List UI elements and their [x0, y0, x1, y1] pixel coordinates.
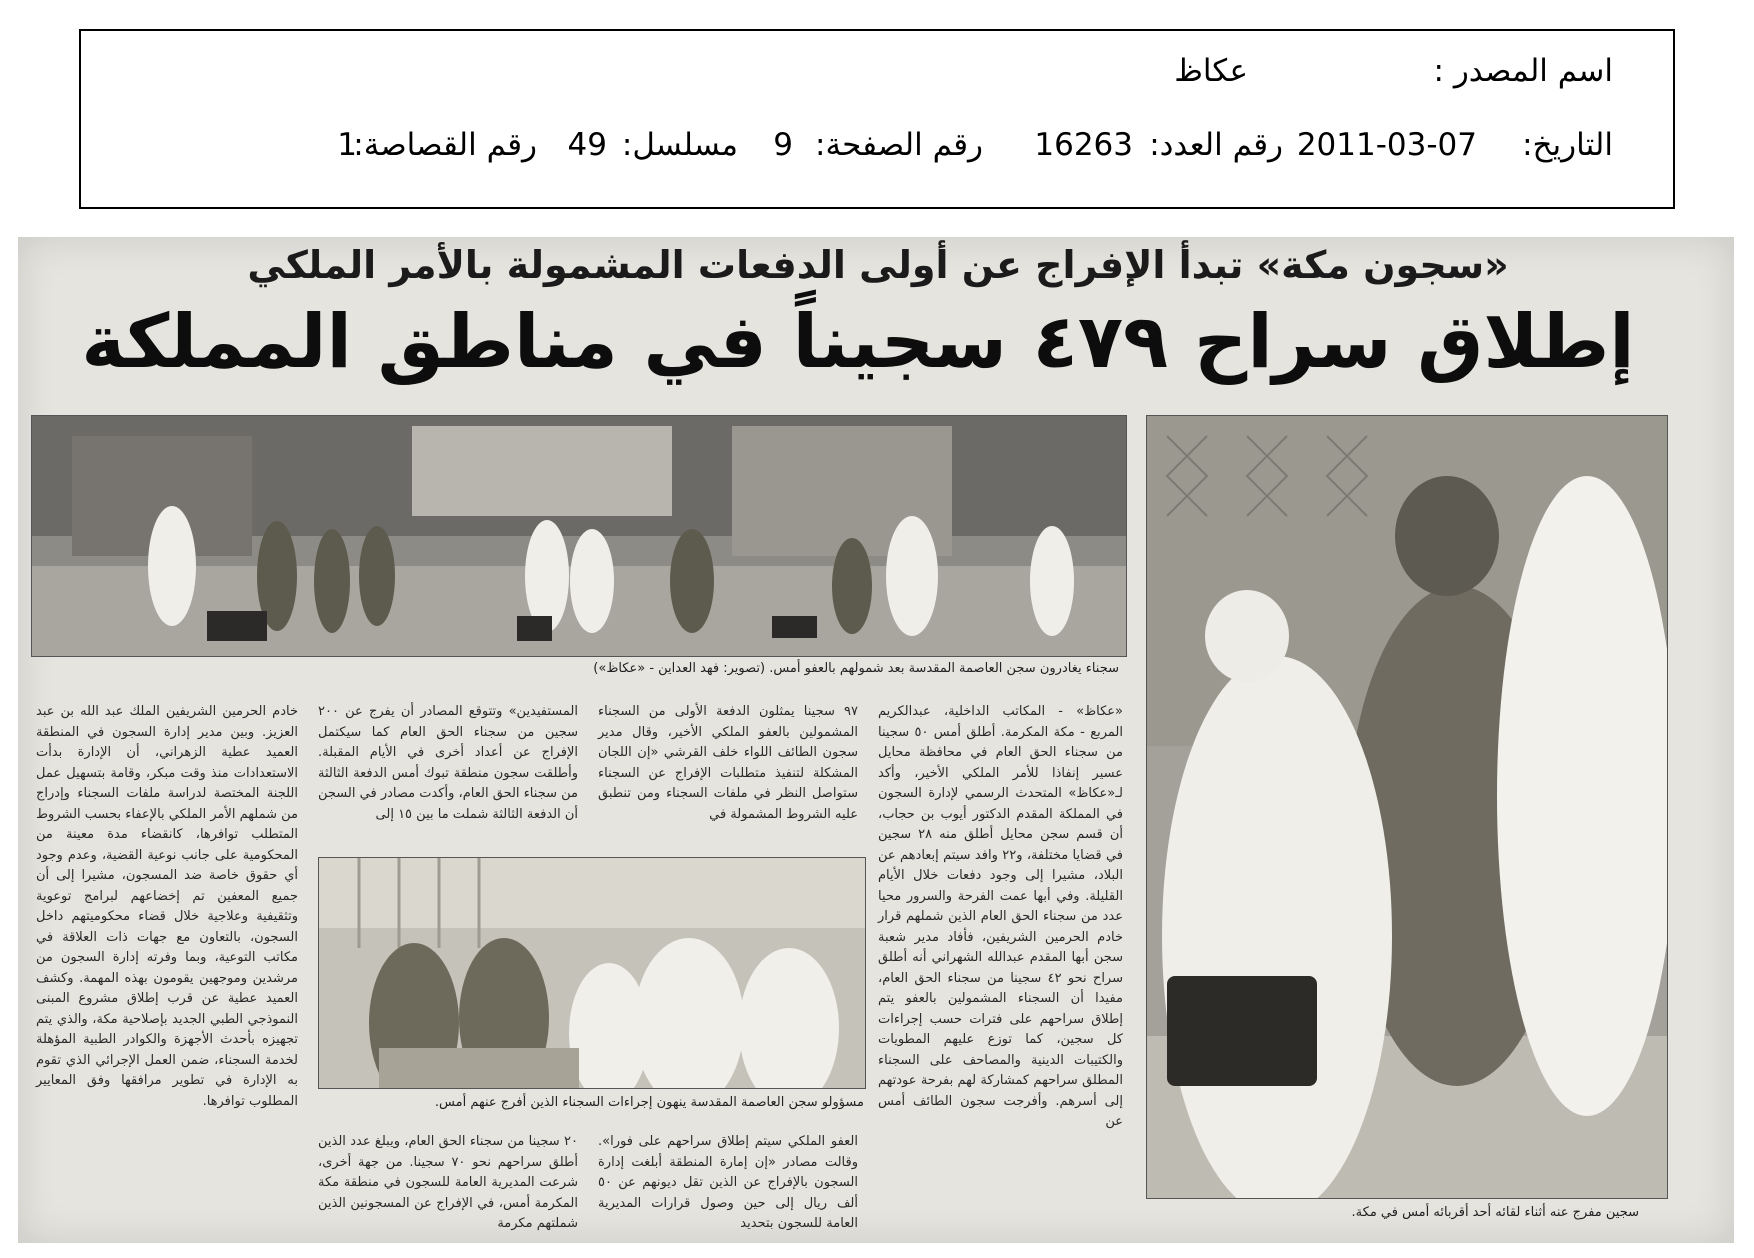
date-value: 2011-03-07 [1296, 127, 1477, 163]
article-headline: إطلاق سراح ٤٧٩ سجيناً في مناطق المملكة [81, 299, 1635, 385]
article-column-3-bottom: ٢٠ سجينا من سجناء الحق العام، ويبلغ عدد الذين أطلق سراحهم نحو ٧٠ سجينا. من جهة أخرى، شرعت المديرية العامة للسجون في منطقة مكة المكرمة أمس، في الإفراج عن المسجونين الذين شملتهم مكرمة [318, 1134, 578, 1231]
article-kicker: «سجون مكة» تبدأ الإفراج عن أولى الدفعات المشمولة بالأمر الملكي [247, 243, 1509, 287]
article-column-2-top: ٩٧ سجينا يمثلون الدفعة الأولى من السجناء المشمولين بالعفو الملكي الأخير، وقال مدير سجون الطائف اللواء خلف القرشي «إن اللجان المشكلة لتنفيذ متطلبات الإفراج عن السجناء ستواصل النظر في ملفات السجناء ومن تنطبق عليه الشروط المشمولة في [598, 704, 858, 822]
issue-value: 16263 [1034, 127, 1133, 163]
right-photo [1146, 415, 1668, 1199]
middle-photo-caption: مسؤولو سجن العاصمة المقدسة ينهون إجراءات السجناء الذين أفرج عنهم أمس. [434, 1095, 864, 1110]
serial-value: 49 [567, 127, 607, 163]
article-column-1: «عكاظ» - المكاتب الداخلية، عبدالكريم المربع - مكة المكرمة. أطلق أمس ٥٠ سجينا من سجناء الحق العام في محافظة محايل عسير إنفاذا للأمر الملكي الأخير، وأكد لـ«عكاظ» المتحدث الرسمي لإدارة السجون في المملكة المقدم الدكتور أيوب بن حجاب، أن قسم سجن محايل أطلق منه ٢٨ سجين في قضايا مختلفة، و٢٢ وافد سيتم إبعادهم عن البلاد، مشيرا إلى وجود دفعات خلال الأيام القليلة. وفي أبها عمت الفرحة والسرور محيا عدد من سجناء الحق العام الذين شملهم قرار خادم الحرمين الشريفين، فأفاد مدير شعبة سجن أبها المقدم عبدالله الشهراني أنه أطلق سراح نحو ٤٢ سجينا من سجناء الحق العام، مفيدا أن السجناء المشمولين بالعفو يتم إطلاق سراحهم على فترات حسب إجراءات كل سجين، كما توزع عليهم المطويات والكتيبات الدينية والمصاحف على السجناء المطلق سراحهم كمشاركة لهم بفرحة عودتهم إلى أسرهم. وأفرجت سجون الطائف أمس عن [878, 704, 1124, 1129]
top-photo-caption: سجناء يغادرون سجن العاصمة المقدسة بعد شمولهم بالعفو أمس. (تصوير: فهد العداين - «عكاظ») [593, 661, 1119, 676]
right-photo-caption: سجين مفرج عنه أثناء لقائه أحد أقربائه أمس في مكة. [1351, 1205, 1639, 1220]
top-photo [31, 415, 1127, 657]
page-value: 9 [773, 127, 793, 163]
serial-label: مسلسل: [621, 127, 738, 163]
clip-label: رقم القصاصة: [353, 127, 537, 163]
newspaper-clipping [18, 237, 1734, 1243]
source-label: اسم المصدر : [1433, 53, 1613, 89]
source-value: عكاظ [1174, 53, 1248, 89]
clipping-info-box [79, 29, 1675, 209]
issue-label: رقم العدد: [1149, 127, 1283, 163]
date-label: التاريخ: [1522, 127, 1613, 163]
article-column-3-top: المستفيدين» وتتوقع المصادر أن يفرج عن ٢٠٠ سجين من سجناء الحق العام كما سيكتمل الإفراج عن أعداد أخرى في الأيام المقبلة. وأطلقت سجون منطقة تبوك أمس الدفعة الثالثة من سجناء الحق العام، وأكدت مصادر في السجن أن الدفعة الثالثة شملت ما بين ١٥ إلى [318, 704, 578, 822]
article-column-4: خادم الحرمين الشريفين الملك عبد الله بن عبد العزيز. وبين مدير إدارة السجون في المنطقة العميد عطية الزهراني، أن الإدارة بدأت الاستعدادات منذ وقت مبكر، وقامة بتسهيل عمل اللجنة المختصة لدراسة ملفات السجناء وإدراج من شملهم الأمر الملكي بالإعفاء بحسب الشروط المتطلب توافرها، كانقضاء مدة معينة من المحكومية على جانب نوعية القضية، وعدم وجود أي حقوق خاصة ضد المسجون، مشيرا إلى أن جميع المعفين تم إخضاعهم لبرامج توعوية وتثقيفية وعلاجية خلال قضاء محكوميتهم داخل السجون، بالتعاون مع جهات ذات العلاقة في مكاتب التوعية، وبما وفرته إدارة السجون من مرشدين وموجهين يقومون بهذه المهمة. وكشف العميد عطية عن قرب إطلاق مشروع المبنى النموذجي الطبي الجديد بإصلاحية مكة، والذي يتم تجهيزه بأحدث الأجهزة والكوادر الطبية المؤهلة لخدمة السجناء، ضمن العمل الإجرائي الذي تقوم به الإدارة في تطوير مرافقها وفق المعايير المطلوب توافرها. [36, 704, 298, 1109]
article-column-2-bottom: العفو الملكي سيتم إطلاق سراحهم على فورا». وقالت مصادر «إن إمارة المنطقة أبلغت إدارة السجون بالإفراج عن الذين تقل ديونهم عن ٥٠ ألف ريال إلى حين وصول قرارات المديرية العامة للسجون بتحديد [598, 1134, 858, 1231]
clip-value: 1 [337, 127, 357, 163]
page-label: رقم الصفحة: [815, 127, 983, 163]
middle-photo [318, 857, 866, 1089]
